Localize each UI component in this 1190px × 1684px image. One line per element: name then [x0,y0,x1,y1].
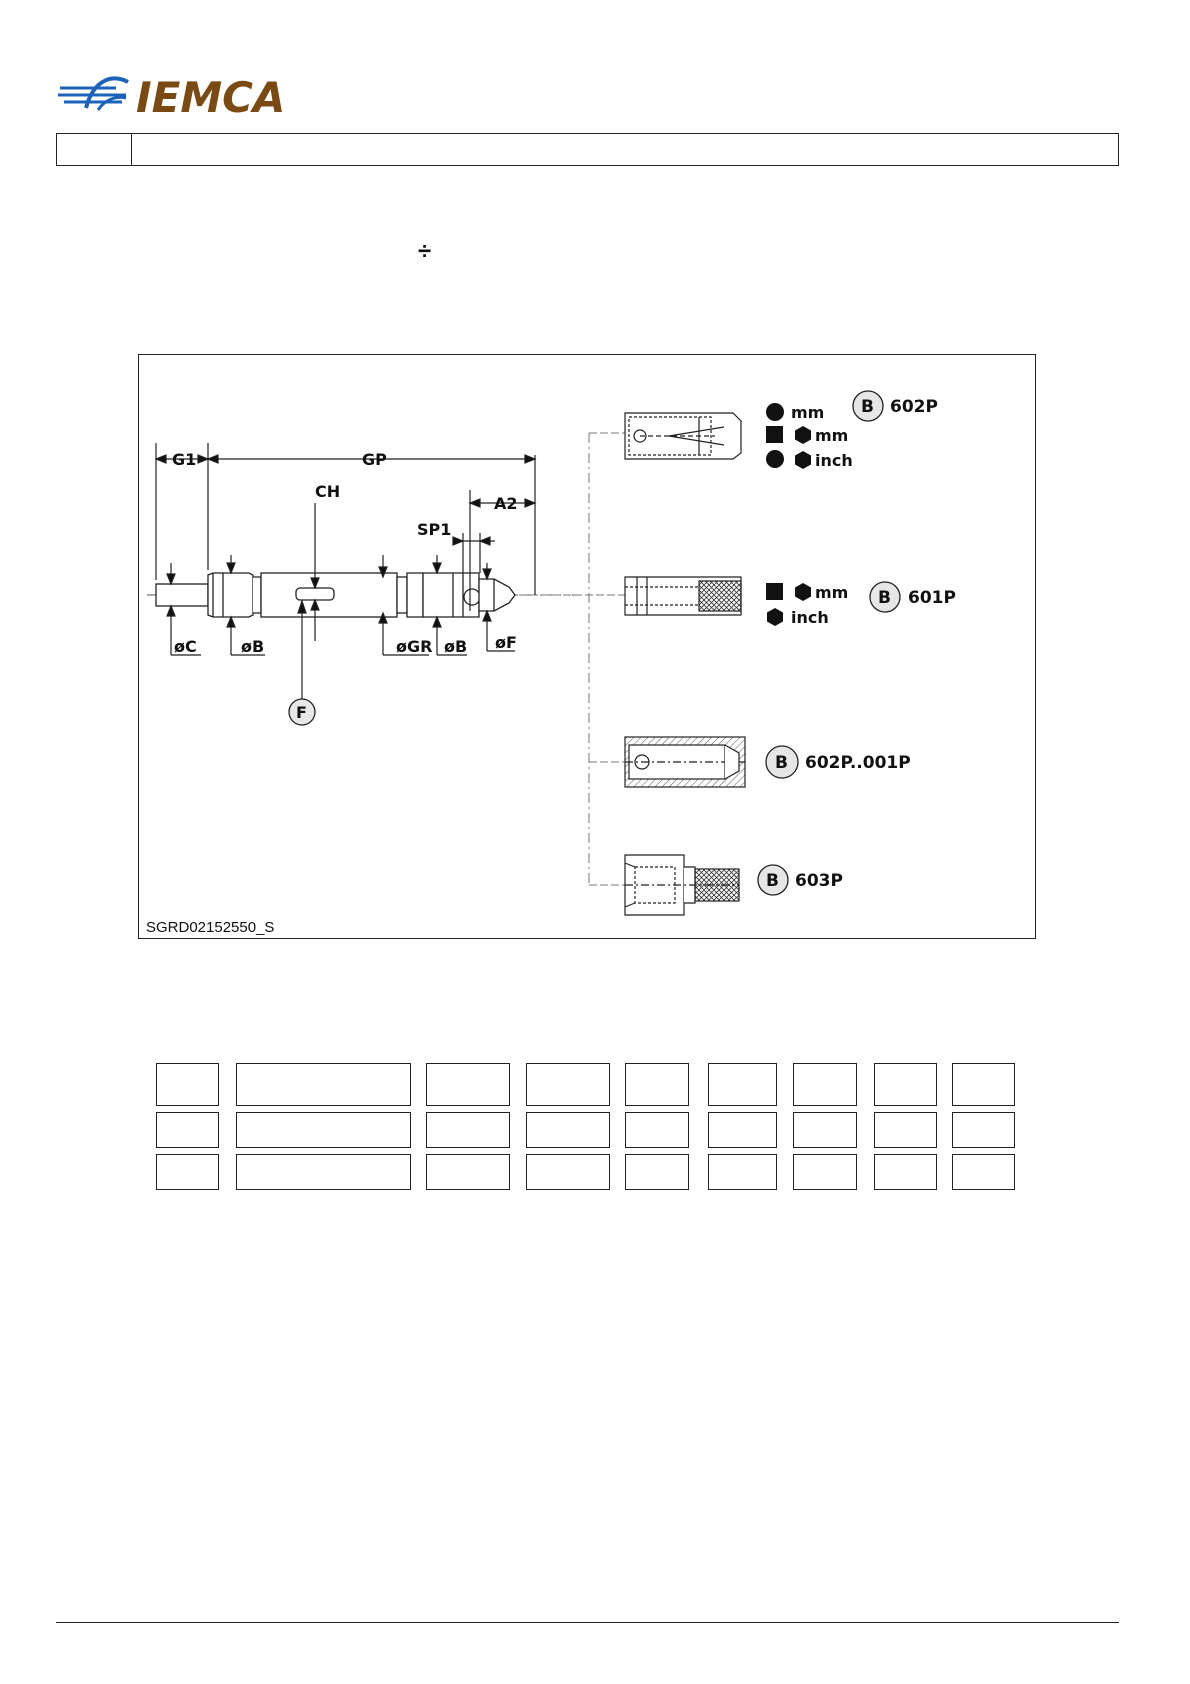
table-cell [426,1063,510,1106]
dim-label-ob1: øB [241,637,265,656]
variant-code-602p: 602P [890,397,938,417]
table-cell [236,1112,411,1148]
header-cell-left [57,134,132,165]
table-cell [236,1063,411,1106]
table-cell [793,1112,857,1148]
table-cell [625,1154,689,1190]
table-cell [874,1112,937,1148]
logo-wordmark: IEMCA [136,73,286,120]
table-cell [625,1063,689,1106]
iemca-logo [56,68,296,120]
variant-badge-b: B [878,588,891,608]
table-cell [952,1154,1015,1190]
variant-601p-drawing [625,577,741,615]
table-cell [708,1154,777,1190]
table-cell [952,1063,1015,1106]
variant-602p-units-legend [766,403,853,470]
table-cell [874,1154,937,1190]
round-bar-icon [766,403,784,421]
table-cell [426,1112,510,1148]
unit-label: inch [815,451,853,470]
hexagon-bar-icon [795,583,811,601]
variant-code-601p: 601P [908,588,956,608]
table-cell [526,1063,610,1106]
unit-label: inch [791,608,829,627]
figure-code: SGRD02152550_S [146,919,275,936]
table-cell [708,1112,777,1148]
dim-label-ob2: øB [444,637,468,656]
table-cell [426,1154,510,1190]
unit-label: mm [815,426,849,445]
header-bar [56,133,1119,166]
table-cell [793,1154,857,1190]
table-cell [625,1112,689,1148]
dim-label-ch: CH [315,482,341,501]
table-cell [236,1154,411,1190]
table-cell [793,1063,857,1106]
table-cell [952,1112,1015,1148]
dim-label-oc: øC [174,637,197,656]
figure-drawing [139,355,1037,940]
variant-badge-b: B [775,753,788,773]
variant-code-602p-001p: 602P..001P [805,753,911,773]
dim-label-g1: G1 [172,450,197,469]
dim-label-of: øF [495,633,517,652]
square-bar-icon [766,426,783,443]
unit-label: mm [791,403,825,422]
variant-badge-b: B [861,397,874,417]
variant-602p-001p-drawing [625,737,745,787]
hexagon-bar-icon [795,426,811,444]
logo-swoosh-icon [58,78,128,110]
footer-divider [56,1622,1119,1623]
callout-f-label: F [296,703,307,722]
variant-badge-b: B [766,871,779,891]
dim-label-gp: GP [362,450,387,469]
division-symbol: ÷ [418,238,432,265]
table-cell [156,1154,219,1190]
table-cell [708,1063,777,1106]
table-cell [156,1112,219,1148]
table-cell [526,1112,610,1148]
variant-601p-units-legend [766,583,848,627]
variant-603p-drawing [625,855,739,915]
square-bar-icon [766,583,783,600]
table-cell [526,1154,610,1190]
hexagon-bar-icon [767,608,783,626]
hexagon-bar-icon [795,451,811,469]
dim-label-sp1: SP1 [417,520,452,539]
table-cell [874,1063,937,1106]
variant-602p-drawing [625,413,741,459]
table-cell [156,1063,219,1106]
variant-code-603p: 603P [795,871,843,891]
round-bar-icon [766,450,784,468]
dim-label-ogr: øGR [396,637,433,656]
unit-label: mm [815,583,849,602]
technical-figure [138,354,1036,939]
spindle-part [156,573,515,617]
dim-label-a2: A2 [494,494,518,513]
